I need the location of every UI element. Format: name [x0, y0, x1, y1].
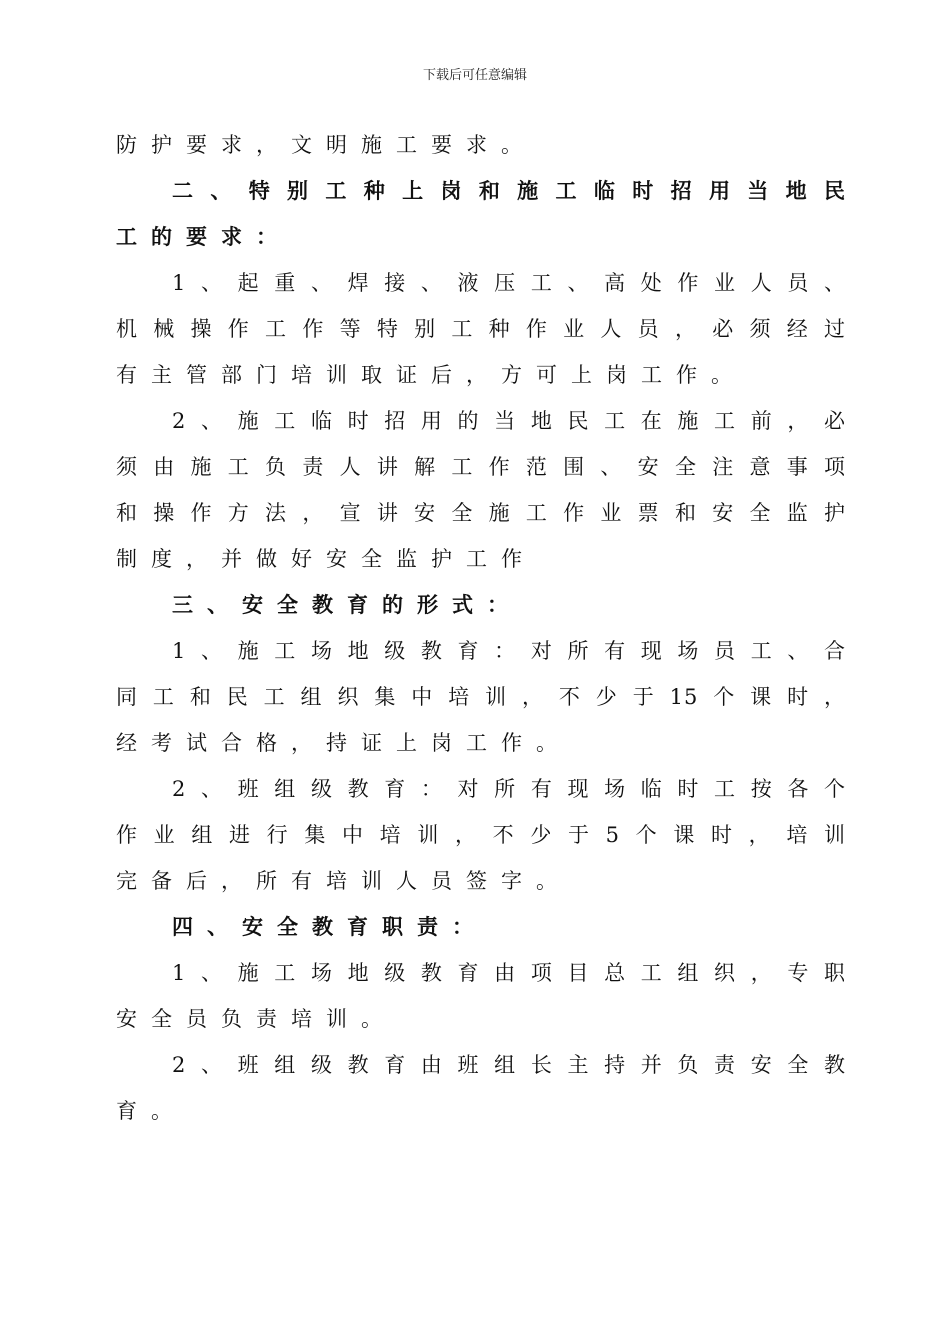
- paragraph-line: 2、施工临时招用的当地民工在施工前，必: [172, 409, 846, 433]
- paragraph-line: 防护要求，文明施工要求。: [116, 133, 536, 157]
- paragraph-line: 安全员负责培训。: [116, 1007, 396, 1031]
- document-body: [116, 122, 846, 1134]
- section-heading: 工的要求：: [116, 224, 291, 249]
- paragraph-line: 同工和民工组织集中培训，不少于15个课时，: [116, 685, 846, 709]
- paragraph-line: 1、施工场地级教育：对所有现场员工、合: [172, 639, 846, 663]
- section-heading: 二、特别工种上岗和施工临时招用当地民: [172, 178, 846, 203]
- paragraph-line: 有主管部门培训取证后，方可上岗工作。: [116, 363, 746, 387]
- paragraph-line: 2、班组级教育：对所有现场临时工按各个: [172, 777, 846, 801]
- paragraph-line: 须由施工负责人讲解工作范围、安全注意事项: [116, 455, 846, 479]
- paragraph-line: 经考试合格，持证上岗工作。: [116, 731, 571, 755]
- paragraph-line: 2、班组级教育由班组长主持并负责安全教: [172, 1053, 846, 1077]
- paragraph-line: 完备后，所有培训人员签字。: [116, 869, 571, 893]
- section-heading: 四、安全教育职责：: [172, 914, 487, 939]
- paragraph-line: 机械操作工作等特别工种作业人员，必须经过: [116, 317, 846, 341]
- paragraph-line: 作业组进行集中培训，不少于5个课时，培训: [116, 823, 846, 847]
- paragraph-line: 育。: [116, 1099, 186, 1123]
- section-heading: 三、安全教育的形式：: [172, 592, 522, 617]
- paragraph-line: 1、起重、焊接、液压工、高处作业人员、: [172, 271, 846, 295]
- paragraph-line: 和操作方法，宣讲安全施工作业票和安全监护: [116, 501, 846, 525]
- paragraph-line: 1、施工场地级教育由项目总工组织，专职: [172, 961, 846, 985]
- paragraph-line: 制度，并做好安全监护工作: [116, 547, 536, 571]
- page-header: 下载后可任意编辑: [422, 68, 527, 83]
